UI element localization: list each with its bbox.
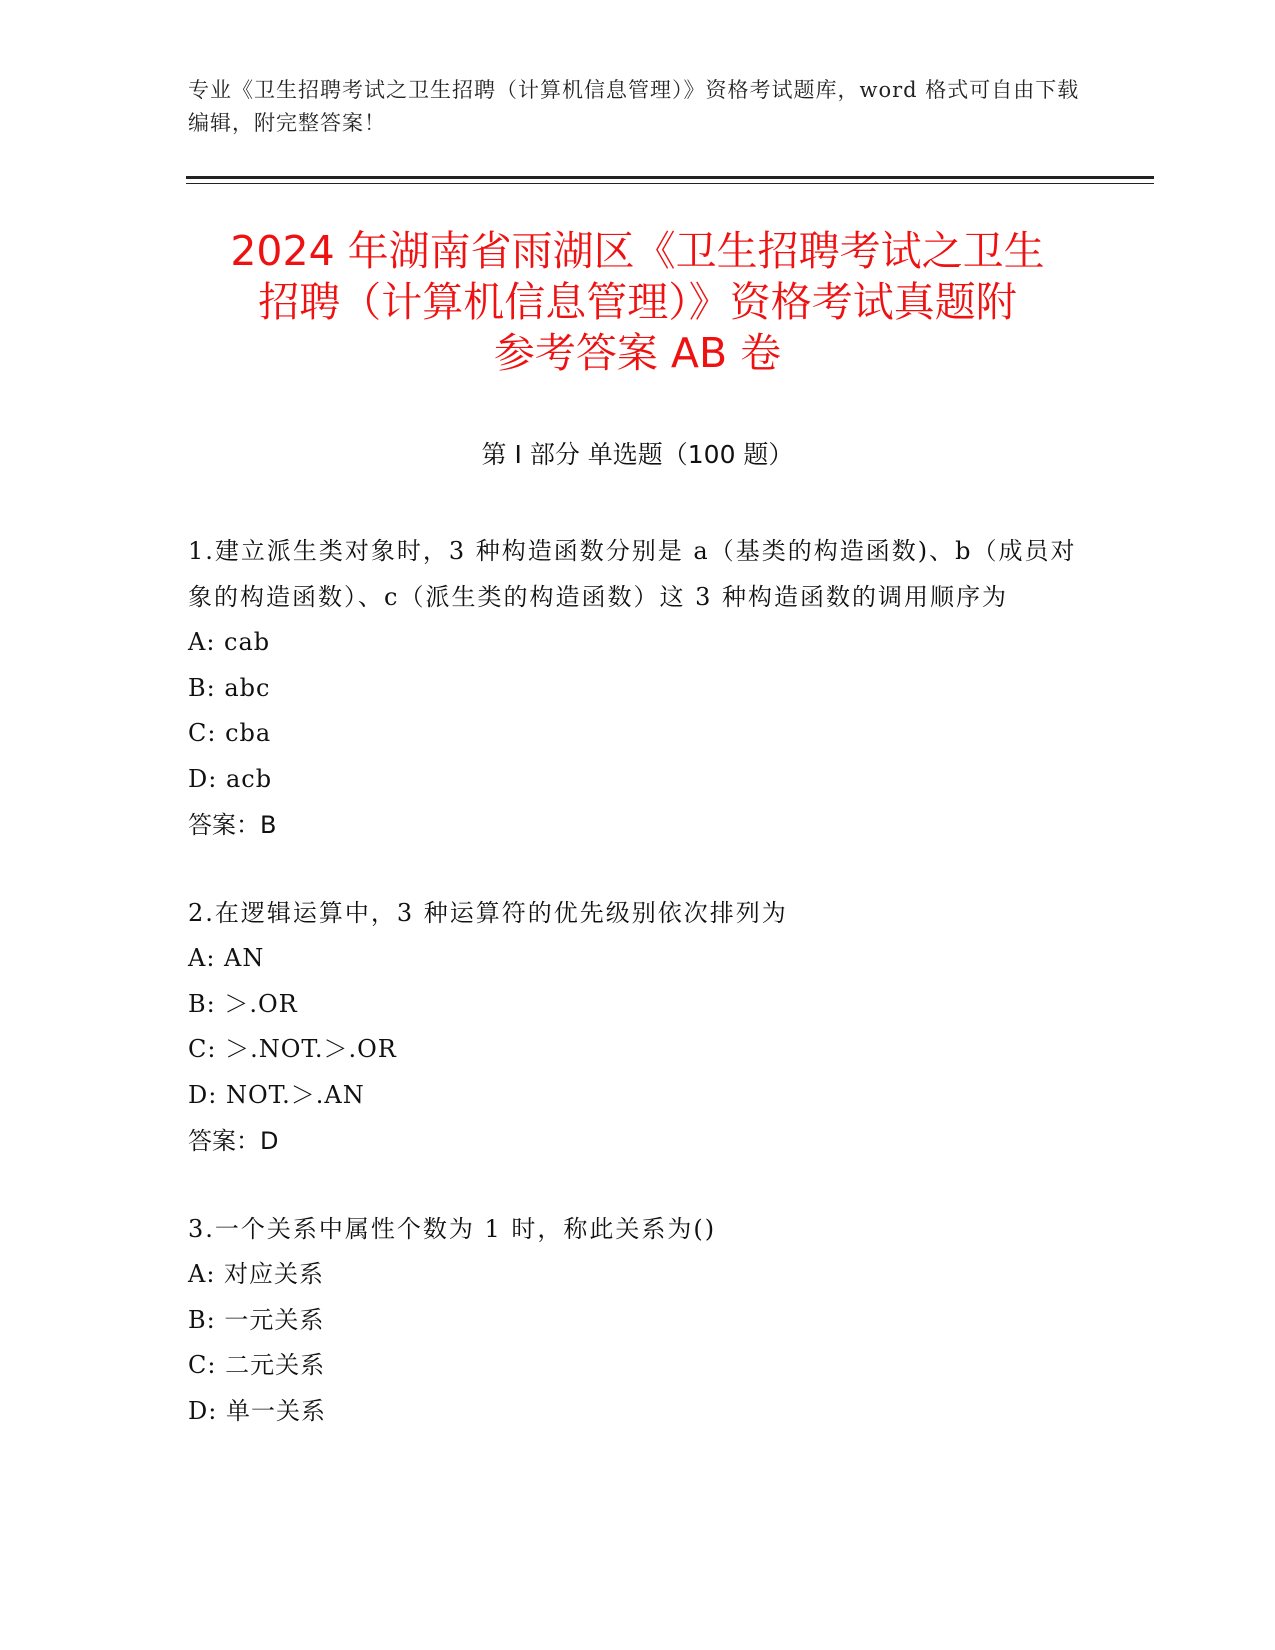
question-2 (188, 890, 1088, 1164)
document-title-line-3: 参考答案 AB 卷 (493, 329, 782, 377)
option-b: B: abc (188, 673, 271, 702)
question-3 (188, 1206, 1088, 1434)
option-d: D: NOT.＞.AN (188, 1080, 365, 1109)
option-c: C: cba (188, 719, 272, 747)
option-d: D: acb (188, 764, 273, 793)
option-d: D: 单一关系 (188, 1396, 326, 1425)
option-c: C: ＞.NOT.＞.OR (188, 1035, 397, 1063)
document-title-line-2: 招聘（计算机信息管理）》资格考试真题附 (258, 278, 1017, 326)
option-c: C: 二元关系 (188, 1351, 326, 1379)
option-a: A: 对应关系 (188, 1260, 325, 1288)
question-stem: 3.一个关系中属性个数为 1 时，称此关系为() (188, 1215, 717, 1243)
question-stem: 1.建立派生类对象时，3 种构造函数分别是 a（基类的构造函数)、b（成员对象的构造函数）、c（派生类的构造函数）这 3 种构造函数的调用顺序为 (188, 537, 1077, 611)
question-stem: 2.在逻辑运算中，3 种运算符的优先级别依次排列为 (188, 899, 788, 927)
document-title (150, 226, 1125, 379)
question-list (188, 528, 1088, 1476)
question-1 (188, 528, 1088, 848)
section-title: 第 I 部分 单选题（100 题） (481, 440, 794, 469)
option-a: A: cab (188, 628, 271, 656)
header-note: 专业《卫生招聘考试之卫生招聘（计算机信息管理）》资格考试题库，word 格式可自由下载编辑，附完整答案！ (188, 78, 1080, 135)
option-b: B: ＞.OR (188, 989, 298, 1018)
answer-line: 答案：B (188, 811, 277, 839)
document-title-line-1: 2024 年湖南省雨湖区《卫生招聘考试之卫生 (230, 227, 1045, 275)
header-divider-thick (186, 176, 1154, 179)
header-divider-thin (186, 183, 1154, 184)
option-b: B: 一元关系 (188, 1305, 325, 1334)
option-a: A: AN (188, 944, 265, 972)
answer-line: 答案：D (188, 1127, 279, 1155)
